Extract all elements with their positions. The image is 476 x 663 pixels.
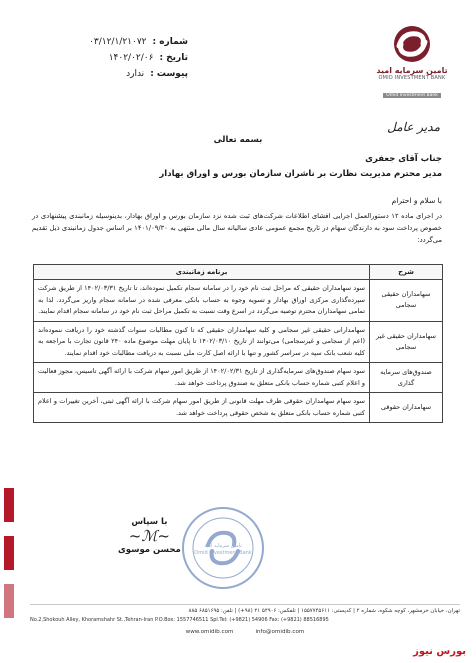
letter-date-label: تاریخ : [159, 53, 188, 63]
schedule-table [33, 264, 443, 423]
company-logo [376, 24, 448, 100]
stamp-text-en: Omid Investment Bank [194, 550, 252, 556]
letter-number-label: شماره : [152, 37, 188, 47]
stamp-text [182, 543, 264, 557]
row-label: سهامداران حقیقی غیر سجامی [370, 321, 443, 363]
logo-tag: Omid Investment Bank [383, 93, 441, 98]
table-row [34, 393, 443, 423]
side-bar-segment [4, 488, 14, 522]
letter-attachment-label: پیوست : [150, 69, 188, 79]
company-stamp [180, 505, 266, 591]
decorative-side-bar [4, 488, 14, 638]
basmala: بسمه تعالی [213, 135, 263, 145]
letter-footer [30, 604, 460, 635]
letter-meta [48, 34, 188, 82]
addressee-line-2: مدیر محترم مدیریت نظارت بر ناشران سازمان بورس و اوراق بهادار [159, 169, 442, 179]
news-watermark: بورس نیوز [413, 646, 466, 657]
footer-address-fa: تهران، خیابان خرمشهر، کوچه شکوه، شماره ۲ | کدپستی: ۱۵۵۷۷۴۵۶۱۱ | تلفکس: ۵۴۹۰۶ ۲۱ (۹۸+) | تلفن: ۶۸۵۱۶۹۵ ۸۸۵ [188, 608, 460, 614]
side-bar-segment [4, 584, 14, 618]
table-row [34, 363, 443, 393]
row-text: سود سهام سهامداران حقوقی ظرف مهلت قانونی از طریق امور سهام شرکت با ارائه آگهی ثبتی، آخرین تغییرات و اعلام کتبی شماره حساب بانکی متعلق به شخص حقوقی پرداخت خواهد شد. [34, 393, 370, 423]
handwritten-signature-icon: ~ℳ~ [128, 527, 170, 545]
row-label: سهامداران حقیقی سجامی [370, 280, 443, 322]
schedule-header-description: شرح [370, 265, 443, 280]
row-text: سود سهام صندوق‌های سرمایه‌گذاری از تاریخ ۱۴۰۲/۰۲/۳۱ از طریق امور سهام شرکت با ارائه آگهی تاسیس، مجوز فعالیت و اعلام کتبی شماره حساب بانکی متعلق به صندوق پرداخت خواهد شد. [34, 363, 370, 393]
letter-body: در اجرای ماده ۱۲ دستورالعمل اجرایی افشای اطلاعات شرکت‌های ثبت شده نزد سازمان بورس و اوراق بهادار، بدینوسیله زمانبندی پیشنهادی در خصوص پرداخت سود به دارندگان سهام در تاریخ مجمع عمومی عادی سالیانه سال مالی منتهی به ۱۴۰۱/۰۹/۳۰ بر اساس جدول زمانبندی ذیل تقدیم می‌گردد: [32, 212, 442, 244]
letter-date-value: ۱۴۰۲/۰۲/۰۶ [108, 53, 154, 63]
logo-name-fa: تامین سرمایه امید [376, 66, 448, 75]
handwritten-ceo-mark: مدیر عامل [387, 120, 440, 134]
side-bar-segment [4, 536, 14, 570]
row-label: صندوق‌های سرمایه گذاری [370, 363, 443, 393]
table-row [34, 321, 443, 363]
letter-attachment-row [48, 66, 188, 82]
footer-email: info@omidib.com [255, 629, 305, 635]
logo-name-en: OMID INVESTMENT BANK [378, 75, 446, 81]
row-text: سود سهامداران حقیقی که مراحل ثبت نام خود را در سامانه سجام تکمیل نموده‌اند، تا تاریخ ۱۴۰۲/۰۳/۳۱ از طریق شرکت سپرده‌گذاری مرکزی اوراق بهادار و تسویه وجوه به حساب بانکی معرفی شده در سامانه سجام واریز می‌گردد. لذا به تمامی سهامداران محترم توصیه می‌گردد در اسرع وقت نسبت به تکمیل مراحل ثبت نام خود در سامانه سجام اقدام نمایند. [34, 280, 370, 322]
letter-attachment-value: ندارد [126, 69, 145, 79]
stamp-text-fa: تامین سرمایه امید [204, 543, 242, 549]
footer-contacts [30, 629, 460, 635]
footer-website: www.omidib.com [185, 629, 234, 635]
omid-swirl-logo-icon [389, 24, 435, 64]
schedule-header-row [34, 265, 443, 280]
signatory-name: محسن موسوی [118, 545, 181, 555]
row-text: سهامدارانی حقیقی غیر سجامی و کلیه سهامداران حقیقی که تا کنون مطالبات سنوات گذشته خود را دریافت ننموده‌اند (اعم از سجامی و غیرسجامی) می‌توانند از تاریخ ۱۴۰۲/۰۳/۱۰ تا پایان مهلت موضوع ماده ۲۴۰ قانون تجارت با مراجعه به کلیه شعب بانک سپه در سراسر کشور و تنها با ارائه اصل کارت ملی نسبت به دریافت مطالبات خود اقدام نمایند. [34, 321, 370, 363]
addressee-line-1: جناب آقای جعفری [365, 154, 442, 164]
table-row [34, 280, 443, 322]
signature-block [118, 515, 181, 557]
letter-number-value: ۰۳/۱۲/۱/۲۱۰۷۲ [89, 37, 147, 47]
footer-address-en: No.2,Shokouh Alley, Khoramshahr St.,Tehran-Iran P.O.Box: 1557746511 Spl.Tel: (+9821) 54906 Fax: (+9821) 88516895 [30, 617, 329, 623]
signature-closing: با سپاس [131, 517, 168, 527]
letter-date-row [48, 50, 188, 66]
greeting: با سلام و احترام [391, 196, 442, 205]
schedule-header-timeline: برنامه زمانبندی [34, 265, 370, 280]
letter-number-row [48, 34, 188, 50]
addressee [32, 152, 442, 182]
row-label: سهامداران حقوقی [370, 393, 443, 423]
